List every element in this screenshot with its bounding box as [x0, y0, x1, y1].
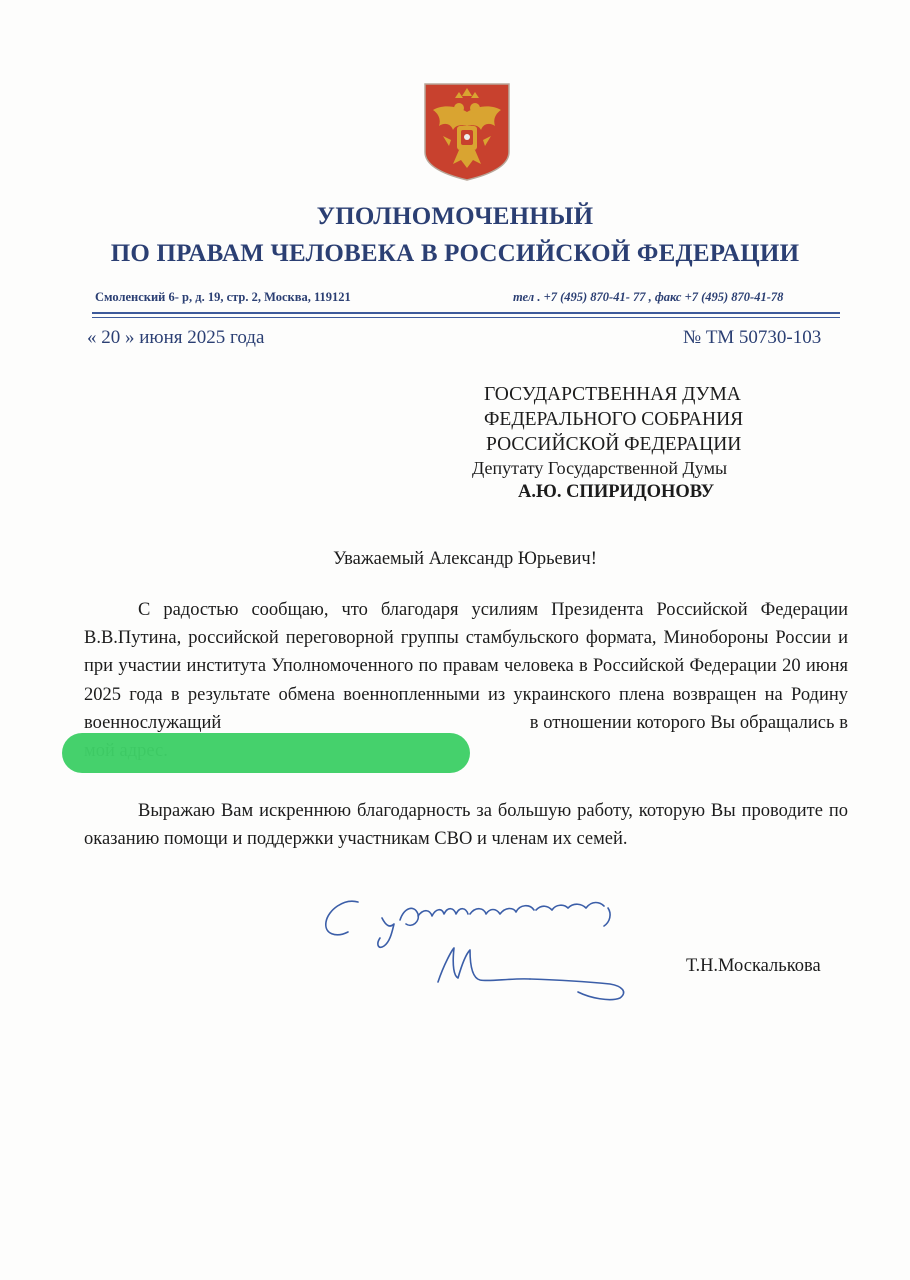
org-address: Смоленский 6- р, д. 19, стр. 2, Москва, 119121: [95, 290, 351, 304]
addressee-line3: РОССИЙСКОЙ ФЕДЕРАЦИИ: [486, 434, 742, 455]
coat-of-arms-icon: [421, 82, 513, 182]
redaction-mark: [62, 733, 470, 773]
addressee-line4: Депутату Государственной Думы: [472, 458, 728, 478]
body-paragraph-2: Выражаю Вам искреннюю благодарность за большую работу, которую Вы проводите по оказанию помощи и поддержки участникам СВО и членам их семей.: [84, 801, 848, 850]
org-title-line2: ПО ПРАВАМ ЧЕЛОВЕКА В РОССИЙСКОЙ ФЕДЕРАЦИИ: [110, 240, 800, 267]
body-paragraph-1: С радостью сообщаю, что благодаря усилиям Президента Российской Федерации В.В.Путина, российской переговорной группы стамбульского формата, Минобороны России и при участии института Уполномоченного по правам человека в Российской Федерации 20 июня 2025 года в результате обмена военнопленными из украинского плена возвращен на Родину военнослужащий в отношении которого Вы обращались в: [84, 600, 848, 733]
addressee-line2: ФЕДЕРАЛЬНОГО СОБРАНИЯ: [484, 409, 744, 430]
addressee-name: А.Ю. СПИРИДОНОВУ: [518, 482, 715, 502]
addressee-line1: ГОСУДАРСТВЕННАЯ ДУМА: [484, 384, 741, 405]
org-phone: тел . +7 (495) 870-41- 77 , факс +7 (495) 870-41-78: [513, 290, 784, 304]
letter-number: № ТМ 50730-103: [683, 327, 822, 348]
letter-date: « 20 » июня 2025 года: [87, 327, 265, 348]
header-rule-thin: [92, 317, 840, 318]
signer-name: Т.Н.Москалькова: [686, 956, 821, 976]
handwritten-signature: [320, 880, 640, 1005]
org-title-line1: УПОЛНОМОЧЕННЫЙ: [316, 203, 594, 230]
header-rule-thick: [92, 312, 840, 314]
salutation: Уважаемый Александр Юрьевич!: [333, 549, 597, 569]
